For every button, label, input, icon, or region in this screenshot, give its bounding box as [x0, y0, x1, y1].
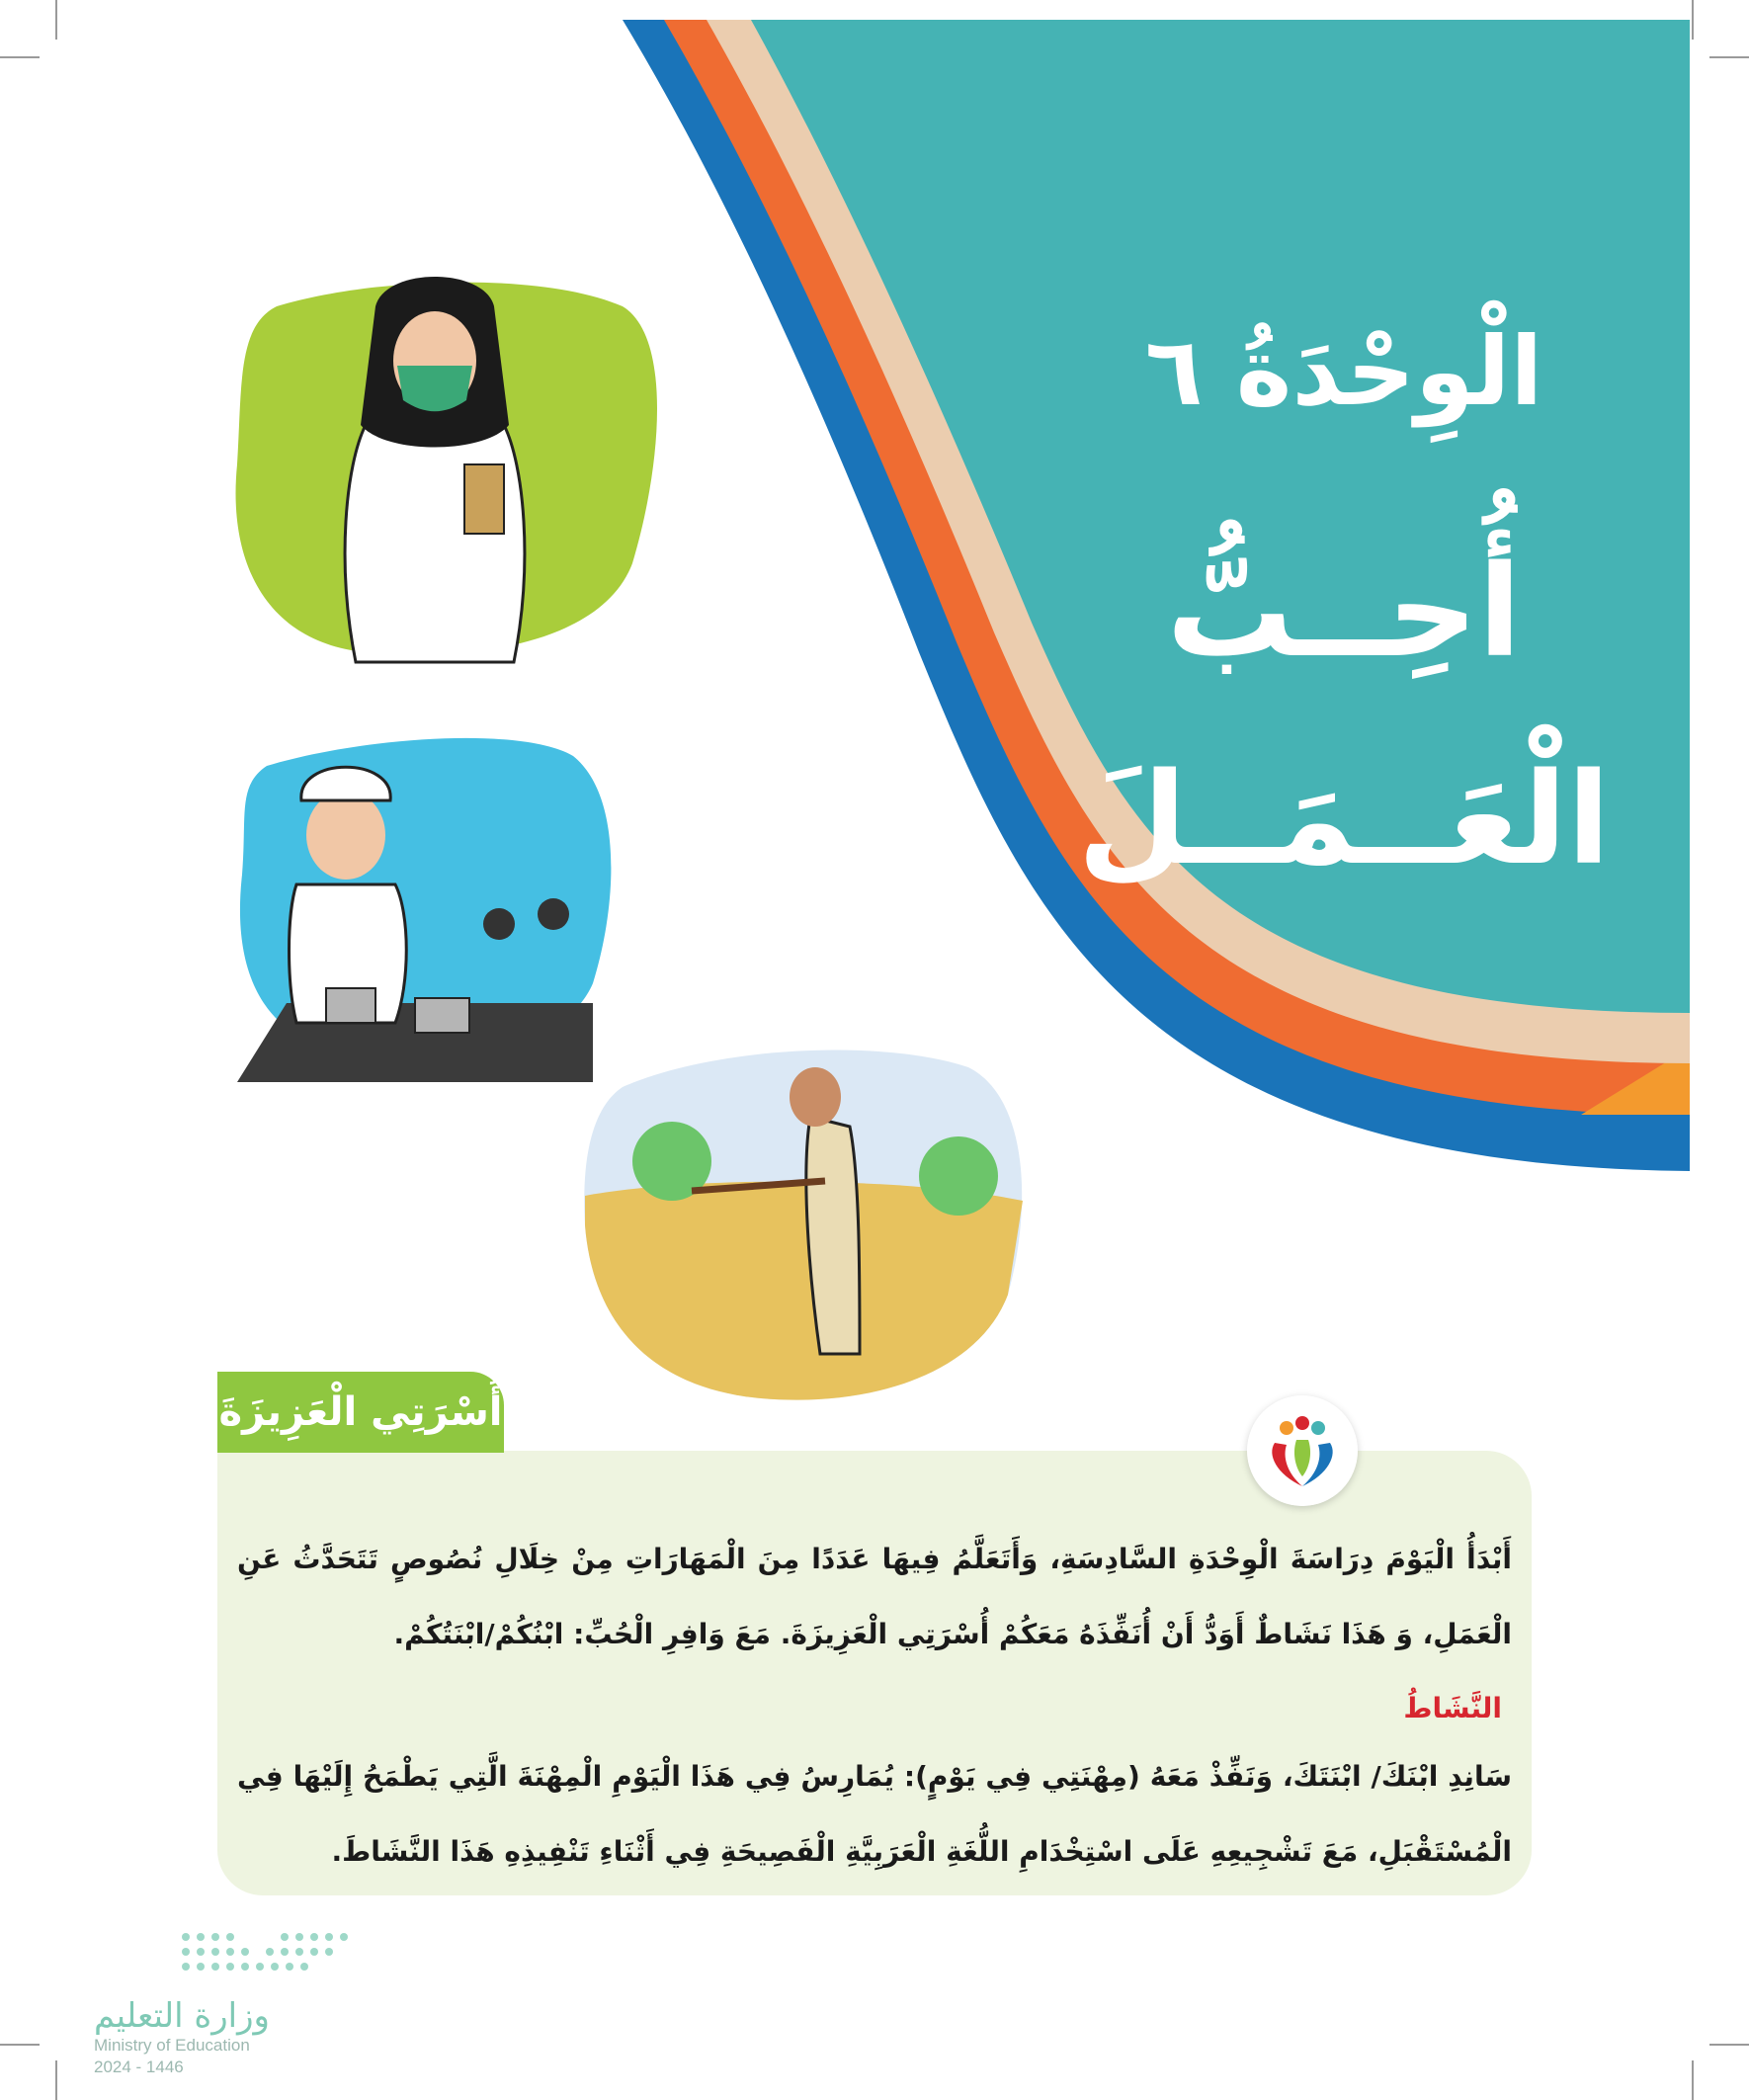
ministry-logo-icon	[176, 1927, 354, 1986]
unit-title-line-1: أُحِــبُّ	[1166, 539, 1522, 686]
family-logo-icon	[1247, 1395, 1358, 1506]
ministry-name-arabic: وزارة التعليم	[94, 1996, 270, 2036]
crop-mark	[1709, 2044, 1749, 2046]
chef-illustration	[227, 726, 623, 1082]
farmer-illustration	[573, 1028, 1038, 1413]
crop-mark	[1692, 2060, 1694, 2100]
crop-mark	[55, 2060, 57, 2100]
activity-text: سَانِدِ ابْنَكَ/ ابْنَتَكَ، وَنَفِّذْ مَعَهُ (مِهْنَتِي فِي يَوْمٍ): يُمَارِسُ فِي هَذَا الْيَوْمِ الْمِهْنَةَ الَّتِي يَطْمَحُ إِلَيْهَا فِي الْمُسْتَقْبَلِ، مَعَ تَشْجِيعِهِ عَلَى اسْتِخْدَامِ اللُّغَةِ الْعَرَبِيَّةِ الْفَصِيحَةِ فِي أَثْنَاءِ تَنْفِيذِهِ هَذَا النَّشَاطَ.	[237, 1760, 1512, 1868]
ministry-name-english: Ministry of Education	[94, 2036, 250, 2055]
ministry-year: 2024 - 1446	[94, 2058, 184, 2076]
activity-label: النَّشَاطُ	[1403, 1692, 1502, 1724]
doctor-illustration	[217, 267, 682, 682]
crop-mark	[0, 2044, 40, 2046]
family-tab-label: أُسْرَتِي الْعَزِيزَةَ	[217, 1372, 504, 1453]
unit-number-title: الْوِحْدَةُ ٦	[1144, 316, 1543, 427]
family-paragraph: أَبْدَأُ الْيَوْمَ دِرَاسَةَ الْوِحْدَةِ السَّادِسَةِ، وَأَتَعَلَّمُ فِيهَا عَدَدًا مِنَ الْمَهَارَاتِ مِنْ خِلَالِ نُصُوصٍ تَتَحَدَّثُ عَنِ الْعَمَلِ، وَ هَذَا نَشَاطٌ أَوَدُّ أَنْ أُنَفِّذَهُ مَعَكُمْ أُسْرَتِي الْعَزِيزَةَ. مَعَ وَافِرِ الْحُبِّ: ابْنُكُمْ/ابْنَتُكُمْ.	[237, 1543, 1512, 1650]
unit-title-line-2: الْعَــمَــلَ	[1077, 746, 1611, 893]
